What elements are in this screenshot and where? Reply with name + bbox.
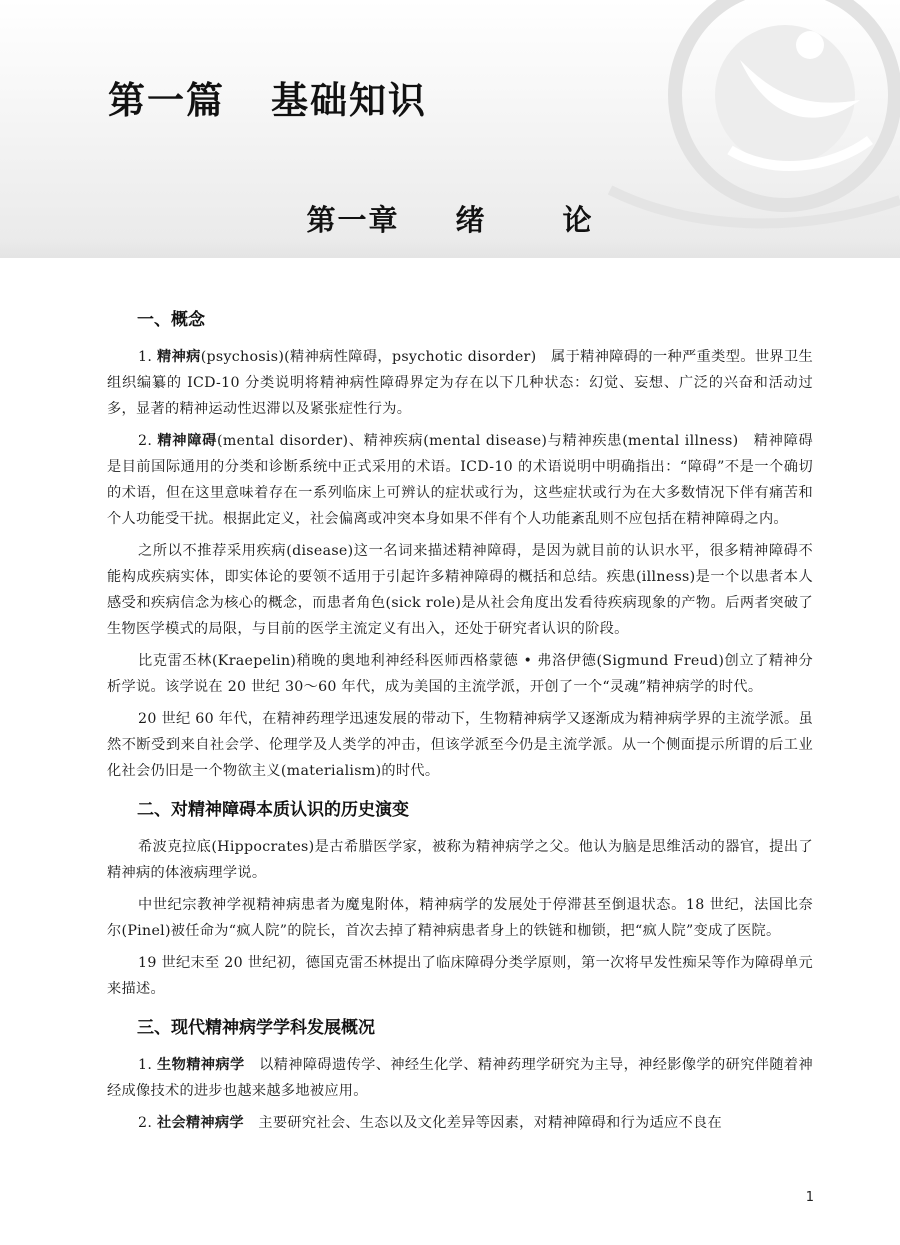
section-heading: 二、对精神障碍本质认识的历史演变 xyxy=(137,800,409,820)
section-heading: 三、现代精神病学学科发展概况 xyxy=(137,1018,375,1038)
chapter-number: 第一章 xyxy=(306,203,400,237)
paragraph: 20 世纪 60 年代，在精神药理学迅速发展的带动下，生物精神病学又逐渐成为精神病学界的主流学派。虽然不断受到来自社会学、伦理学及人类学的冲击，但该学派至今仍是主流学派。从一个侧面提示所谓的后工业化社会仍旧是一个物欲主义(materialism)的时代。 xyxy=(107,711,813,779)
part-name: 基础知识 xyxy=(271,79,427,122)
key-term: 精神障碍 xyxy=(157,433,218,449)
part-title xyxy=(108,70,427,124)
paragraph: 中世纪宗教神学视精神病患者为魔鬼附体，精神病学的发展处于停滞甚至倒退状态。18 世纪，法国比奈尔(Pinel)被任命为“疯人院”的院长，首次去掉了精神病患者身上的铁链和枷锁，把“疯人院”变成了医院。 xyxy=(107,897,813,939)
paragraph: 希波克拉底(Hippocrates)是古希腊医学家，被称为精神病学之父。他认为脑是思维活动的器官，提出了精神病的体液病理学说。 xyxy=(107,839,813,881)
paragraph: 19 世纪末至 20 世纪初，德国克雷丕林提出了临床障碍分类学原则，第一次将早发性痴呆等作为障碍单元来描述。 xyxy=(107,955,813,997)
chapter-title xyxy=(0,198,900,239)
paragraph: 1. 精神病(psychosis)(精神病性障碍，psychotic disorder) 属于精神障碍的一种严重类型。世界卫生组织编纂的 ICD-10 分类说明将精神病性障碍界定为存在以下几种状态：幻觉、妄想、广泛的兴奋和活动过多，显著的精神运动性迟滞以及紧张症性行为。 xyxy=(107,349,813,417)
paragraph: 比克雷丕林(Kraepelin)稍晚的奥地利神经科医师西格蒙德 • 弗洛伊德(Sigmund Freud)创立了精神分析学说。该学说在 20 世纪 30～60 年代，成为美国的主流学派，开创了一个“灵魂”精神病学的时代。 xyxy=(107,653,813,695)
key-term: 生物精神病学 xyxy=(157,1057,245,1073)
paragraph: 2. 精神障碍(mental disorder)、精神疾病(mental disease)与精神疾患(mental illness) 精神障碍是目前国际通用的分类和诊断系统中正式采用的术语。ICD-10 的术语说明中明确指出：“障碍”不是一个确切的术语，但在这里意味着存在一系列临床上可辨认的症状或行为，这些症状或行为在大多数情况下伴有痛苦和个人功能受干扰。根据此定义，社会偏离或冲突本身如果不伴有个人功能紊乱则不应包括在精神障碍之内。 xyxy=(107,433,813,527)
chapter-body xyxy=(107,304,813,1136)
key-term: 精神病 xyxy=(157,349,201,365)
paragraph: 1. 生物精神病学 以精神障碍遗传学、神经生化学、精神药理学研究为主导，神经影像学的研究伴随着神经成像技术的进步也越来越多地被应用。 xyxy=(107,1057,814,1099)
chapter-name-first-char: 绪 xyxy=(455,203,487,237)
chapter-header-band xyxy=(0,0,900,258)
paragraph: 之所以不推荐采用疾病(disease)这一名词来描述精神障碍，是因为就目前的认识水平，很多精神障碍不能构成疾病实体，即实体论的要领不适用于引起许多精神障碍的概括和总结。疾患(illness)是一个以患者本人感受和疾病信念为核心的概念，而患者角色(sick role)是从社会角度出发看待疾病现象的产物。后两者突破了生物医学模式的局限，与目前的医学主流定义有出入，还处于研究者认识的阶段。 xyxy=(107,543,813,637)
part-number: 第一篇 xyxy=(108,79,225,122)
section-heading: 一、概念 xyxy=(137,310,205,330)
key-term: 社会精神病学 xyxy=(156,1115,244,1131)
paragraph: 2. 社会精神病学 主要研究社会、生态以及文化差异等因素，对精神障碍和行为适应不良在 xyxy=(138,1115,722,1131)
page-number: 1 xyxy=(805,1190,814,1205)
chapter-name-second-char: 论 xyxy=(562,203,594,237)
